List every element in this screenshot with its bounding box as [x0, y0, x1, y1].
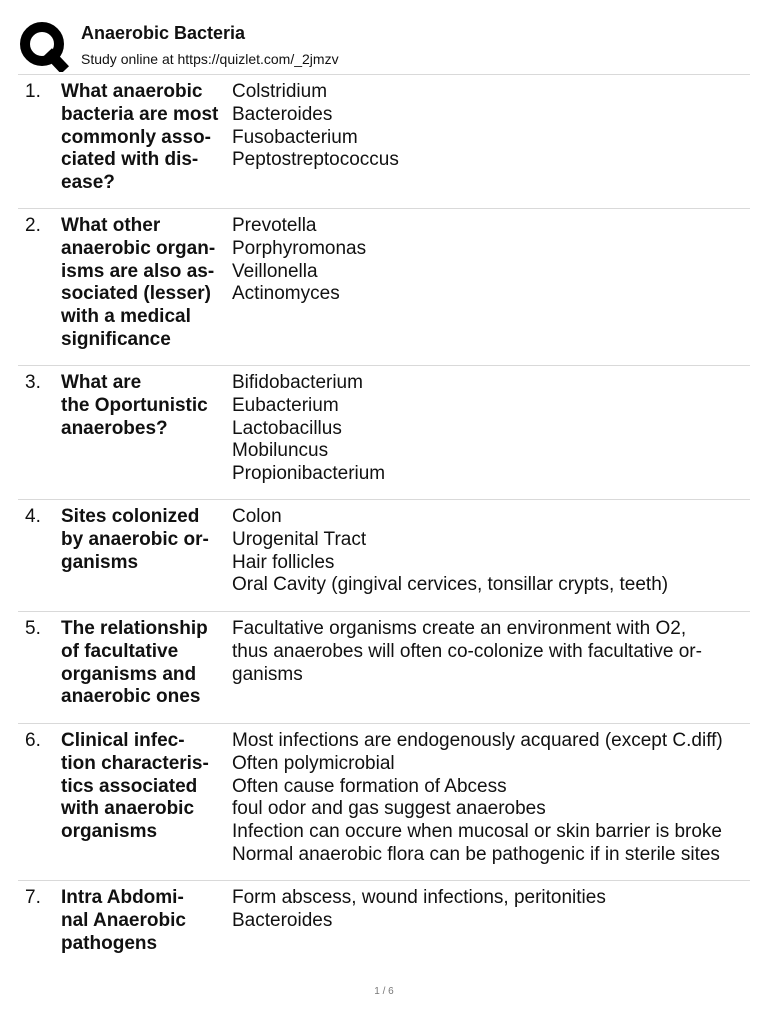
definition-line: Bacteroides: [232, 909, 333, 931]
definition-line: Eubacterium: [232, 394, 339, 416]
definition-line: Bacteroides: [232, 103, 333, 125]
card-term: [61, 506, 233, 574]
flashcard-row: [18, 724, 750, 881]
definition-line: Mobiluncus: [232, 440, 329, 462]
flashcard-row: [18, 209, 750, 366]
definition-line: Peptostreptococcus: [232, 149, 399, 171]
definition-line: Oral Cavity (gingival cervices, tonsillar crypts, teeth): [232, 574, 669, 596]
definition-line: Often cause formation of Abcess: [232, 775, 507, 797]
card-definition: [232, 618, 752, 686]
card-number: 6.: [25, 730, 41, 751]
flashcard-row: [18, 881, 750, 971]
card-term: [61, 81, 233, 195]
definition-line: Propionibacterium: [232, 463, 386, 485]
definition-line: Often polymicrobial: [232, 752, 395, 774]
document-header: [18, 18, 750, 74]
term-line: bacteria are most: [61, 103, 219, 125]
term-line: ciated with dis-: [61, 149, 199, 171]
card-term: [61, 730, 233, 844]
term-line: anaerobic ones: [61, 686, 201, 708]
term-line: commonly asso-: [61, 126, 211, 148]
term-line: What other: [61, 215, 161, 236]
definition-line: Actinomyces: [232, 283, 340, 305]
definition-line: Bifidobacterium: [232, 372, 363, 393]
definition-line: foul odor and gas suggest anaerobes: [232, 798, 546, 820]
page-number: 1 / 6: [374, 986, 394, 997]
term-line: by anaerobic or-: [61, 528, 209, 550]
definition-line: Colon: [232, 506, 282, 527]
term-line: ease?: [61, 172, 115, 194]
term-line: Clinical infec-: [61, 730, 185, 751]
definition-line: Form abscess, wound infections, peritonities: [232, 887, 606, 908]
term-line: the Oportunistic: [61, 394, 208, 416]
definition-line: Colstridium: [232, 81, 328, 102]
definition-line: Hair follicles: [232, 551, 335, 573]
card-term: [61, 618, 233, 709]
term-line: What are: [61, 372, 142, 393]
term-line: ganisms: [61, 551, 139, 573]
card-number: 2.: [25, 215, 41, 236]
term-line: tion characteris-: [61, 752, 209, 774]
flashcard-list: [18, 75, 750, 971]
term-line: tics associated: [61, 775, 198, 797]
card-definition: [232, 215, 752, 306]
term-line: with a medical: [61, 306, 191, 328]
card-definition: [232, 372, 752, 486]
definition-line: Veillonella: [232, 260, 318, 282]
study-link-text: Study online at https://quizlet.com/_2jmzv: [81, 51, 339, 67]
term-line: pathogens: [61, 932, 158, 954]
definition-line: Prevotella: [232, 215, 317, 236]
definition-line: Facultative organisms create an environment with O2,: [232, 618, 687, 639]
term-line: The relationship: [61, 618, 208, 639]
term-line: What anaerobic: [61, 81, 203, 102]
card-number: 3.: [25, 372, 41, 393]
term-line: nal Anaerobic: [61, 909, 186, 931]
flashcard-row: [18, 612, 750, 724]
definition-line: thus anaerobes will often co-colonize with facultative or-: [232, 640, 702, 662]
card-definition: [232, 730, 752, 867]
definition-line: Infection can occure when mucosal or skin barrier is broke: [232, 821, 723, 843]
card-definition: [232, 506, 752, 597]
term-line: significance: [61, 328, 171, 350]
flashcard-row: [18, 75, 750, 209]
card-number: 5.: [25, 618, 41, 639]
quizlet-logo-icon: [18, 20, 70, 72]
card-definition: [232, 887, 752, 933]
definition-line: Porphyromonas: [232, 237, 367, 259]
flashcard-row: [18, 500, 750, 612]
card-term: [61, 887, 233, 955]
card-term: [61, 215, 233, 352]
term-line: of facultative: [61, 640, 179, 662]
card-number: 7.: [25, 887, 41, 908]
definition-line: Most infections are endogenously acquared (except C.diff): [232, 730, 723, 751]
term-line: organisms and: [61, 663, 197, 685]
definition-line: Normal anaerobic flora can be pathogenic if in sterile sites: [232, 843, 720, 865]
term-line: Intra Abdomi-: [61, 887, 184, 908]
term-line: with anaerobic: [61, 798, 195, 820]
card-number: 1.: [25, 81, 41, 102]
term-line: Sites colonized: [61, 506, 200, 527]
card-definition: [232, 81, 752, 172]
term-line: organisms: [61, 821, 158, 843]
term-line: sociated (lesser): [61, 283, 211, 305]
definition-line: Lactobacillus: [232, 417, 342, 439]
card-number: 4.: [25, 506, 41, 527]
term-line: anaerobic organ-: [61, 237, 216, 259]
card-term: [61, 372, 233, 440]
document-title: Anaerobic Bacteria: [81, 23, 246, 43]
term-line: isms are also as-: [61, 260, 215, 282]
definition-line: Fusobacterium: [232, 126, 358, 148]
term-line: anaerobes?: [61, 417, 168, 439]
definition-line: Urogenital Tract: [232, 528, 367, 550]
flashcard-row: [18, 366, 750, 500]
definition-line: ganisms: [232, 663, 303, 685]
